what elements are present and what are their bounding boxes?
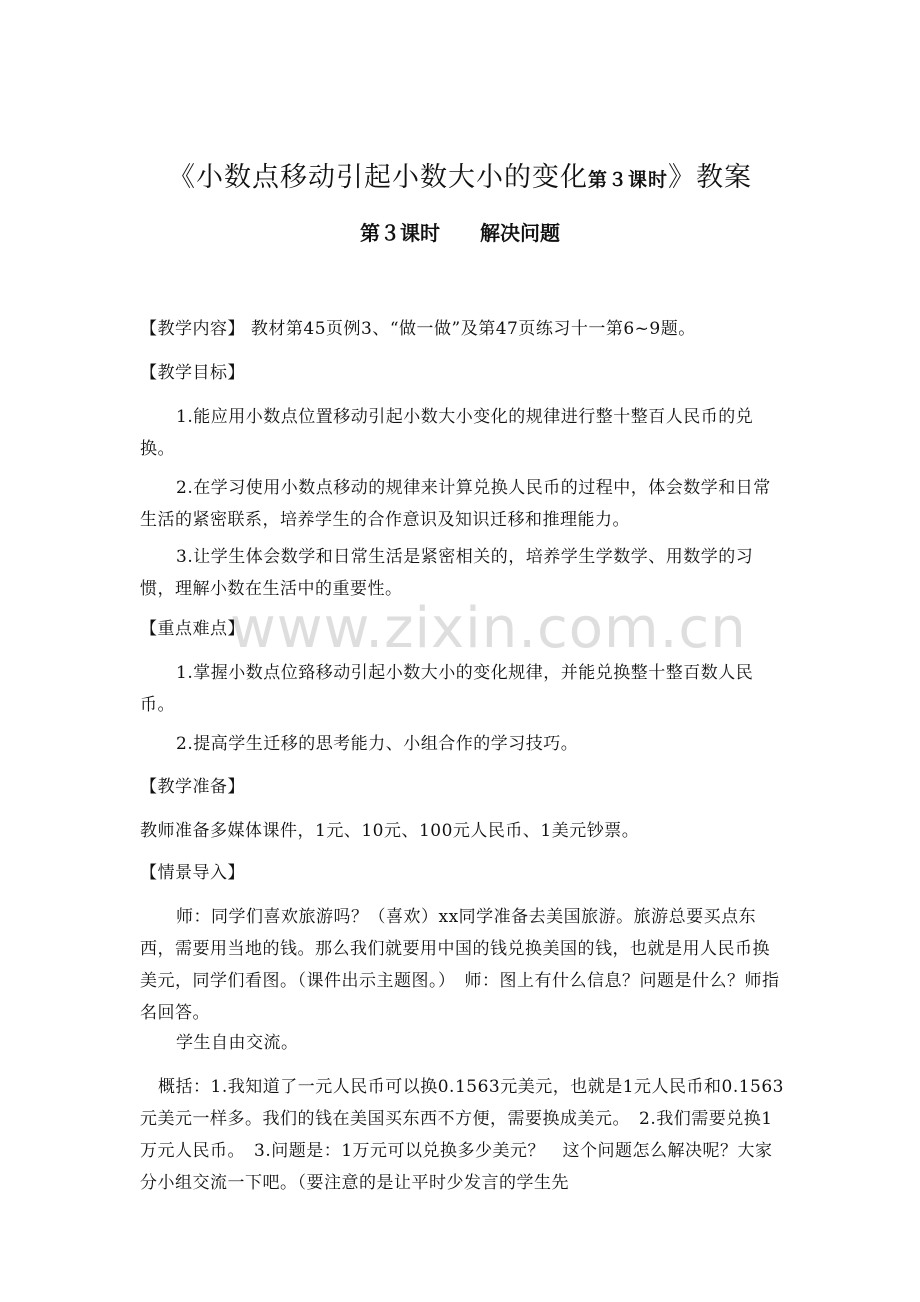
- watermark: www.zixin.com.cn: [230, 596, 747, 661]
- intro-paragraph-3: 概括：1.我知道了一元人民币可以换0.1563元美元，也就是1元人民币和0.1563元美元一样多。我们的钱在美国买东西不方便，需要换成美元。 2.我们需要兑换1万元人民币。 3.问题是：1万元可以兑换多少美元？ 这个问题怎么解决呢？大家分小组交流一下吧。（要注意的是让平时少发言的学生先: [140, 1077, 785, 1193]
- prep-heading: 【教学准备】: [140, 777, 245, 797]
- content-paragraph: [140, 313, 785, 345]
- key-heading: 【重点难点】: [140, 619, 245, 639]
- goal-2: 2.在学习使用小数点移动的规律来计算兑换人民币的过程中，体会数学和日常生活的紧密联系，培养学生的合作意识及知识迁移和推理能力。: [140, 478, 771, 530]
- document-title: [0, 158, 920, 200]
- prep-text: 教师准备多媒体课件，1元、10元、100元人民币、1美元钞票。: [140, 821, 640, 841]
- content-heading: 【教学内容】: [140, 319, 245, 339]
- title-lesson-number: 第３课时: [587, 169, 668, 191]
- intro-paragraph-2: 学生自由交流。: [176, 1033, 299, 1053]
- title-end: 》教案: [668, 162, 752, 193]
- document-subtitle: 第３课时 解决问题: [360, 221, 560, 245]
- goal-1: 1.能应用小数点位置移动引起小数大小变化的规律进行整十整百人民币的兑换。: [140, 407, 754, 459]
- goal-3: 3.让学生体会数学和日常生活是紧密相关的，培养学生学数学、用数学的习惯，理解小数在生活中的重要性。: [140, 547, 754, 599]
- goals-heading: 【教学目标】: [140, 363, 245, 383]
- content-text: 教材第45页例3、“做一做”及第47页练习十一第6~9题。: [245, 319, 696, 339]
- intro-paragraph-1: 师：同学们喜欢旅游吗？（喜欢）xx同学准备去美国旅游。旅游总要买点东西，需要用当地的钱。那么我们就要用中国的钱兑换美国的钱，也就是用人民币换美元，同学们看图。（课件出示主题图。） 师：图上有什么信息？问题是什么？师指名回答。: [140, 907, 780, 1023]
- intro-heading: 【情景导入】: [140, 863, 245, 883]
- title-main: 《小数点移动引起小数大小的变化: [167, 162, 588, 193]
- key-point-1: 1.掌握小数点位臵移动引起小数大小的变化规律，并能兑换整十整百数人民币。: [140, 663, 754, 715]
- key-point-2: 2.提高学生迁移的思考能力、小组合作的学习技巧。: [176, 734, 579, 754]
